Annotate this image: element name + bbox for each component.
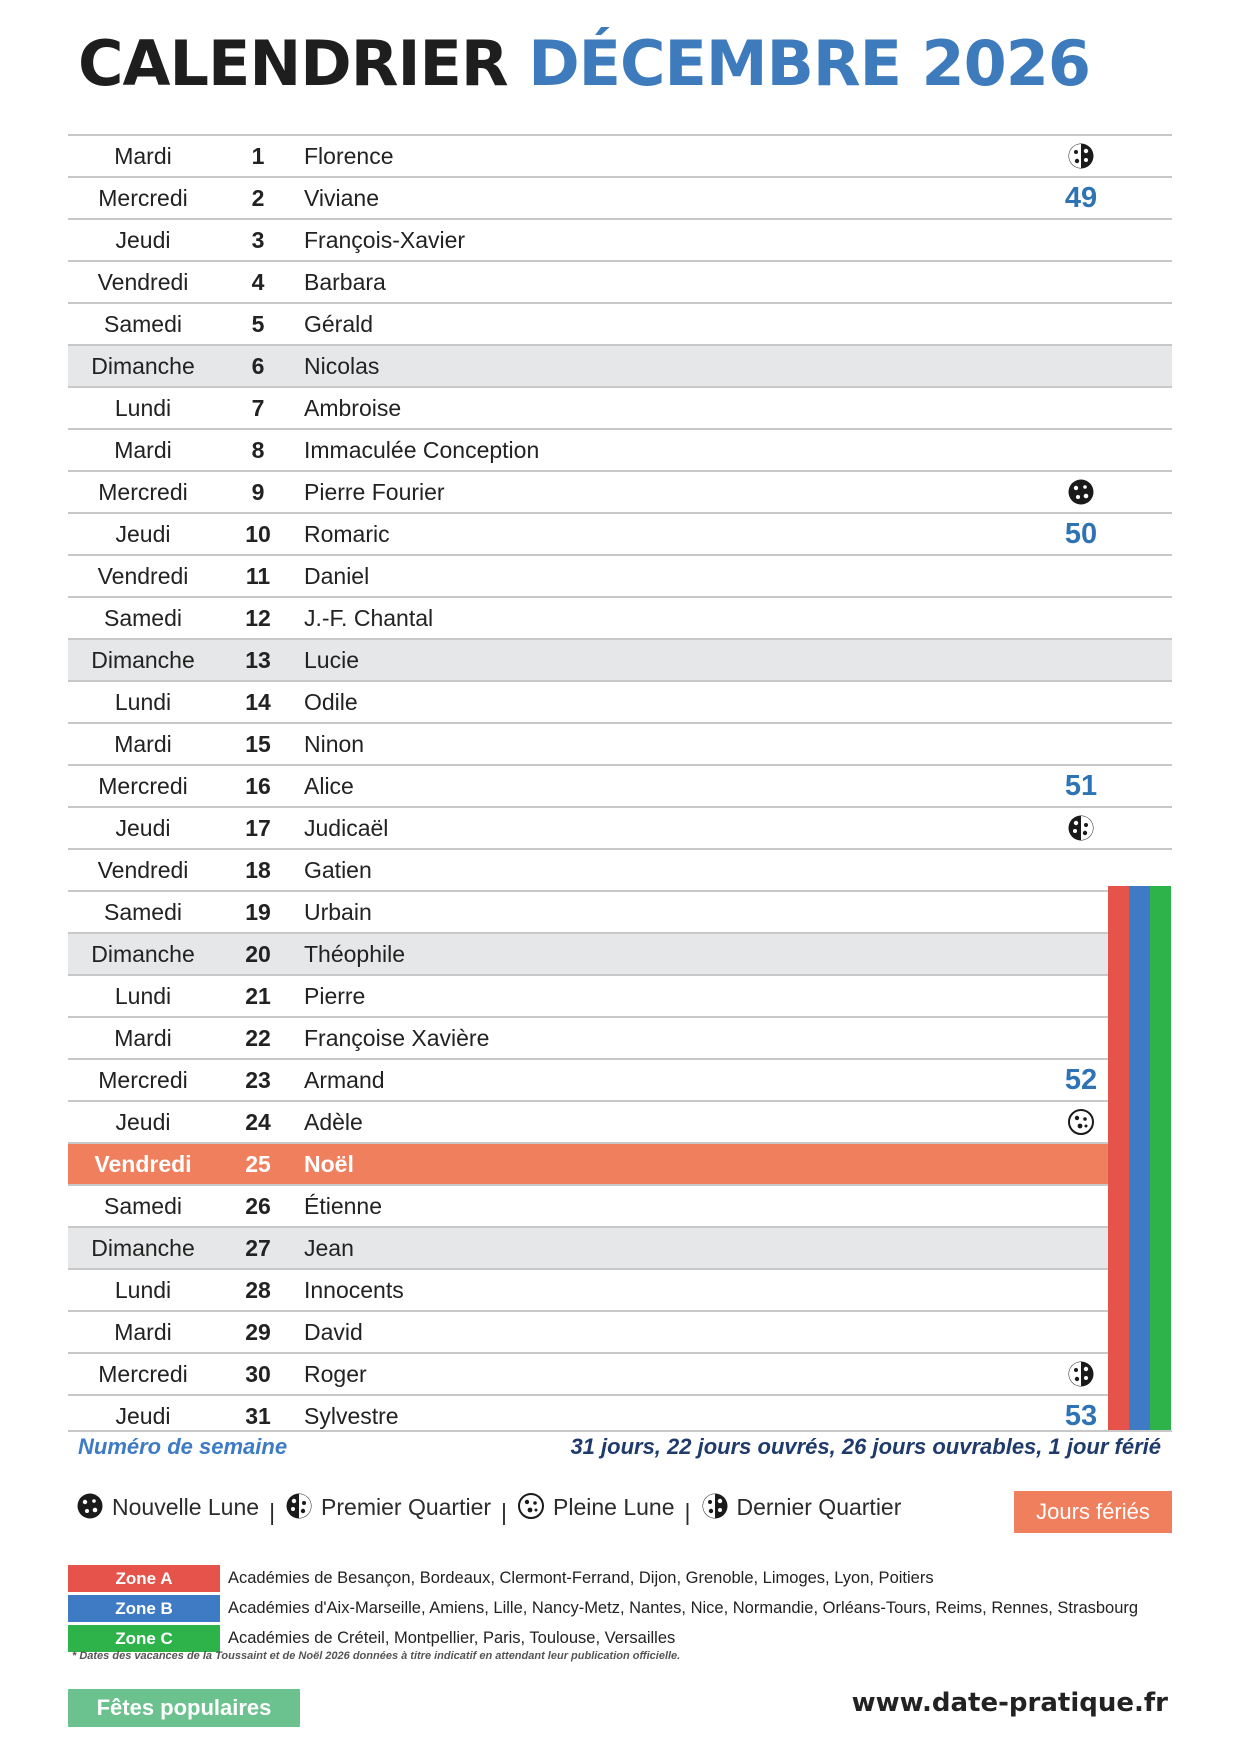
day-row xyxy=(68,386,1172,428)
weekday-label: Mercredi xyxy=(98,185,188,211)
footnote: * Dates des vacances de la Toussaint et de Noël 2026 données à titre indicatif en attendant leur publication officielle. xyxy=(72,1650,681,1662)
saint-name: Innocents xyxy=(304,1277,404,1303)
saint-name: Adèle xyxy=(304,1109,363,1135)
saint-name: François-Xavier xyxy=(304,227,466,253)
day-number: 25 xyxy=(245,1151,271,1177)
holiday-legend-badge: Jours fériés xyxy=(1014,1491,1172,1533)
day-row xyxy=(68,302,1172,344)
weekday-label: Dimanche xyxy=(91,353,195,379)
day-row xyxy=(68,470,1172,512)
day-number: 9 xyxy=(251,479,265,505)
weekday-label: Mardi xyxy=(114,731,172,757)
zone-b-academies: Académies d'Aix-Marseille, Amiens, Lille, Nancy-Metz, Nantes, Nice, Normandie, Orléans-Tours, Reims, Rennes, Strasbourg xyxy=(228,1599,1139,1617)
day-row xyxy=(68,1268,1108,1310)
week-number: 50 xyxy=(1064,518,1098,550)
day-row xyxy=(68,428,1172,470)
weekday-label: Dimanche xyxy=(91,941,195,967)
day-row xyxy=(68,512,1172,554)
pleine-lune-icon xyxy=(1067,1108,1095,1136)
day-number: 24 xyxy=(245,1109,271,1135)
legend-label: Nouvelle Lune xyxy=(112,1494,260,1520)
saint-name: Théophile xyxy=(304,941,406,967)
dernier-quartier-icon xyxy=(1067,1360,1095,1388)
day-number: 13 xyxy=(245,647,271,673)
moon-cell xyxy=(1048,472,1114,512)
legend-label: Pleine Lune xyxy=(553,1494,675,1520)
day-row xyxy=(68,554,1172,596)
saint-name: Jean xyxy=(304,1235,354,1261)
day-row xyxy=(68,344,1172,386)
legend-item xyxy=(76,1494,259,1521)
day-row xyxy=(68,260,1172,302)
day-number: 17 xyxy=(245,815,271,841)
moon-cell xyxy=(1048,1354,1114,1394)
weekday-label: Mardi xyxy=(114,1319,172,1345)
weekday-label: Jeudi xyxy=(115,815,171,841)
day-row xyxy=(68,596,1172,638)
week-number: 53 xyxy=(1064,1400,1098,1432)
saint-name: Pierre xyxy=(304,983,366,1009)
weekday-label: Dimanche xyxy=(91,1235,195,1261)
day-number: 6 xyxy=(251,353,265,379)
zone-a-academies: Académies de Besançon, Bordeaux, Clermont-Ferrand, Dijon, Grenoble, Limoges, Lyon, Poitiers xyxy=(228,1569,934,1587)
day-row xyxy=(68,974,1108,1016)
day-row xyxy=(68,932,1108,974)
saint-name: Noël xyxy=(304,1151,354,1177)
saint-name: Alice xyxy=(304,773,354,799)
day-number: 12 xyxy=(245,605,271,631)
day-number: 27 xyxy=(245,1235,271,1261)
day-row xyxy=(68,1100,1108,1142)
zone-a-badge: Zone A xyxy=(68,1565,220,1592)
weekday-label: Lundi xyxy=(114,395,172,421)
legend-item xyxy=(285,1494,491,1521)
school-holiday-bars xyxy=(1108,886,1172,1430)
weekday-label: Jeudi xyxy=(115,1109,171,1135)
saint-name: Gatien xyxy=(304,857,372,883)
weekday-label: Jeudi xyxy=(115,521,171,547)
day-row xyxy=(68,890,1108,932)
weekday-label: Mardi xyxy=(114,437,172,463)
saint-name: Roger xyxy=(304,1361,367,1387)
nouvelle-lune-icon xyxy=(76,1492,104,1520)
zone-c-academies: Académies de Créteil, Montpellier, Paris, Toulouse, Versailles xyxy=(228,1629,676,1647)
zone-b-badge: Zone B xyxy=(68,1595,220,1622)
weekday-label: Dimanche xyxy=(91,647,195,673)
saint-name: Nicolas xyxy=(304,353,380,379)
weekday-label: Jeudi xyxy=(115,1403,171,1429)
zone-c-badge: Zone C xyxy=(68,1625,220,1652)
day-row xyxy=(68,1226,1108,1268)
saint-name: Étienne xyxy=(304,1193,383,1219)
day-row xyxy=(68,1016,1108,1058)
legend-item xyxy=(517,1494,675,1521)
legend-separator: | xyxy=(501,1498,508,1525)
week-number: 51 xyxy=(1064,770,1098,802)
day-number: 15 xyxy=(245,731,271,757)
weekday-label: Samedi xyxy=(104,311,182,337)
page-title xyxy=(78,28,1090,100)
saint-name: Odile xyxy=(304,689,358,715)
premier-quartier-icon xyxy=(1067,814,1095,842)
weekday-label: Mercredi xyxy=(98,1067,188,1093)
day-number: 30 xyxy=(245,1361,271,1387)
day-number: 31 xyxy=(245,1403,271,1429)
saint-name: Sylvestre xyxy=(304,1403,399,1429)
saint-name: J.-F. Chantal xyxy=(304,605,434,631)
moon-cell xyxy=(1048,136,1114,176)
day-number: 21 xyxy=(245,983,271,1009)
day-number: 10 xyxy=(245,521,271,547)
day-number: 23 xyxy=(245,1067,271,1093)
day-row xyxy=(68,1352,1108,1394)
weekday-label: Vendredi xyxy=(97,269,189,295)
title-prefix: CALENDRIER xyxy=(78,27,508,100)
day-row xyxy=(68,1184,1108,1226)
day-number: 20 xyxy=(245,941,271,967)
day-number: 22 xyxy=(245,1025,271,1051)
day-row xyxy=(68,1310,1108,1352)
zone-b-row xyxy=(68,1594,1138,1623)
day-number: 16 xyxy=(245,773,271,799)
day-row xyxy=(68,848,1172,890)
weekday-label: Samedi xyxy=(104,605,182,631)
weekday-label: Mardi xyxy=(114,143,172,169)
day-number: 26 xyxy=(245,1193,271,1219)
weekday-label: Mercredi xyxy=(98,479,188,505)
saint-name: Armand xyxy=(304,1067,385,1093)
day-row xyxy=(68,218,1172,260)
day-row xyxy=(68,134,1172,176)
pleine-lune-icon xyxy=(517,1492,545,1520)
saint-name: Gérald xyxy=(304,311,374,337)
weekday-label: Lundi xyxy=(114,983,172,1009)
week-number: 49 xyxy=(1064,182,1098,214)
calendar-bottom-rule xyxy=(68,1430,1172,1432)
saint-name: Urbain xyxy=(304,899,372,925)
zone-a-row xyxy=(68,1564,934,1593)
legend-separator: | xyxy=(269,1498,276,1525)
day-number: 5 xyxy=(251,311,265,337)
saint-name: Françoise Xavière xyxy=(304,1025,490,1051)
weekday-label: Mercredi xyxy=(98,773,188,799)
weekday-label: Samedi xyxy=(104,899,182,925)
zone-c-row xyxy=(68,1624,675,1653)
month-summary: 31 jours, 22 jours ouvrés, 26 jours ouvrables, 1 jour férié xyxy=(570,1434,1161,1459)
day-number: 7 xyxy=(251,395,265,421)
moon-cell xyxy=(1048,1102,1114,1142)
saint-name: Daniel xyxy=(304,563,370,589)
saint-name: Viviane xyxy=(304,185,380,211)
dernier-quartier-icon xyxy=(1067,142,1095,170)
day-number: 29 xyxy=(245,1319,271,1345)
moon-legend xyxy=(76,1494,901,1526)
saint-name: Lucie xyxy=(304,647,359,673)
saint-name: Romaric xyxy=(304,521,390,547)
title-month-year: DÉCEMBRE 2026 xyxy=(528,27,1091,100)
day-number: 11 xyxy=(245,563,271,589)
saint-name: Ninon xyxy=(304,731,365,757)
saint-name: Ambroise xyxy=(304,395,402,421)
weekday-label: Vendredi xyxy=(97,857,189,883)
fetes-populaires-button[interactable]: Fêtes populaires xyxy=(68,1689,300,1727)
legend-item xyxy=(701,1494,902,1521)
day-number: 19 xyxy=(245,899,271,925)
day-row xyxy=(68,764,1172,806)
weekday-label: Mercredi xyxy=(98,1361,188,1387)
legend-label: Premier Quartier xyxy=(321,1494,492,1520)
dernier-quartier-icon xyxy=(701,1492,729,1520)
legend-separator: | xyxy=(684,1498,691,1525)
day-row xyxy=(68,806,1172,848)
day-number: 8 xyxy=(251,437,265,463)
day-row xyxy=(68,680,1172,722)
zone-a-holiday-bar xyxy=(1108,886,1129,1430)
day-number: 18 xyxy=(245,857,271,883)
holiday-row xyxy=(68,1142,1108,1184)
premier-quartier-icon xyxy=(285,1492,313,1520)
calendar-table xyxy=(68,134,1172,1436)
day-row xyxy=(68,722,1172,764)
day-number: 3 xyxy=(251,227,265,253)
weekday-label: Vendredi xyxy=(94,1151,192,1177)
nouvelle-lune-icon xyxy=(1067,478,1095,506)
day-number: 28 xyxy=(245,1277,271,1303)
saint-name: Florence xyxy=(304,143,394,169)
saint-name: Immaculée Conception xyxy=(304,437,540,463)
saint-name: Judicaël xyxy=(304,815,389,841)
legend-label: Dernier Quartier xyxy=(736,1494,902,1520)
week-number-label: Numéro de semaine xyxy=(78,1434,288,1459)
zone-c-holiday-bar xyxy=(1150,886,1171,1430)
saint-name: David xyxy=(304,1319,363,1345)
weekday-label: Vendredi xyxy=(97,563,189,589)
website-link[interactable]: www.date-pratique.fr xyxy=(851,1688,1168,1718)
moon-cell xyxy=(1048,808,1114,848)
day-number: 1 xyxy=(251,143,265,169)
saint-name: Barbara xyxy=(304,269,386,295)
weekday-label: Lundi xyxy=(114,689,172,715)
weekday-label: Mardi xyxy=(114,1025,172,1051)
day-row xyxy=(68,638,1172,680)
weekday-label: Jeudi xyxy=(115,227,171,253)
weekday-label: Samedi xyxy=(104,1193,182,1219)
day-number: 2 xyxy=(251,185,265,211)
weekday-label: Lundi xyxy=(114,1277,172,1303)
zone-b-holiday-bar xyxy=(1129,886,1150,1430)
day-row xyxy=(68,176,1172,218)
week-number: 52 xyxy=(1064,1064,1098,1096)
day-number: 14 xyxy=(245,689,271,715)
saint-name: Pierre Fourier xyxy=(304,479,445,505)
day-number: 4 xyxy=(251,269,265,295)
day-row xyxy=(68,1058,1108,1100)
